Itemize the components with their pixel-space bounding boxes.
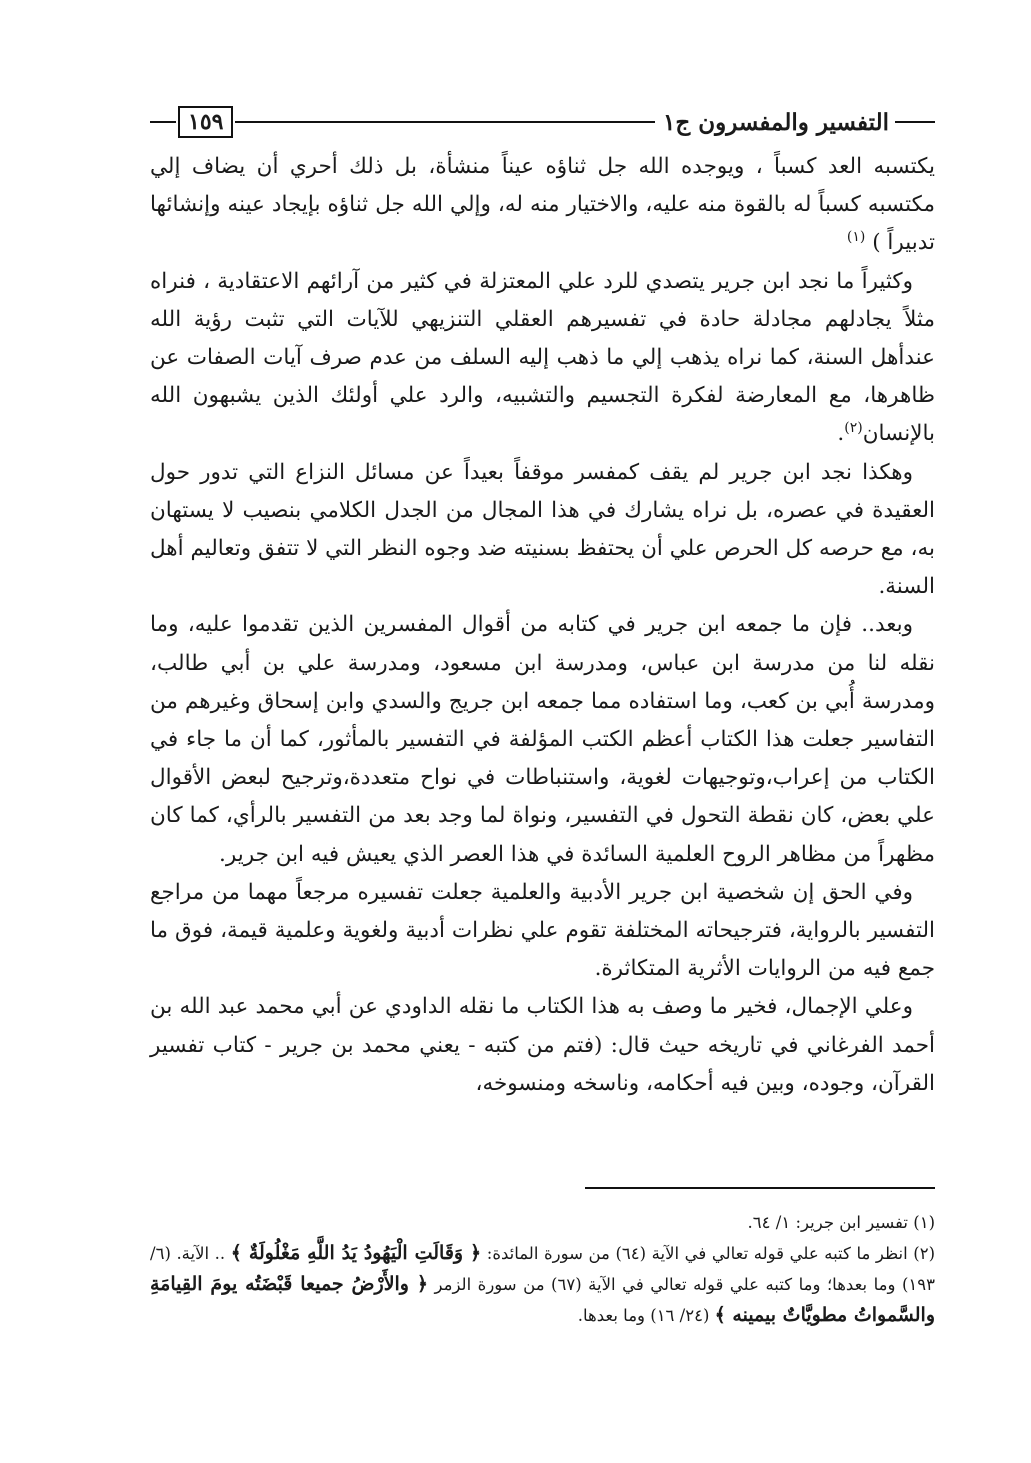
- paragraph-3: وهكذا نجد ابن جرير لم يقف كمفسر موقفاً بعيداً عن مسائل النزاع التي تدور حول العقيدة في عصره، بل نراه يشارك في هذا المجال من الجدل الكلامي بنصيب لا يستهان به، مع حرصه كل الحرص علي أن يحتفظ بسنيته ضد وجوه النظر التي لا تتفق وتعاليم أهل السنة.: [150, 459, 935, 600]
- document-page: [150, 100, 935, 1400]
- running-title: التفسير والمفسرون ج١: [663, 108, 889, 136]
- paragraph-5: وفي الحق إن شخصية ابن جرير الأدبية والعلمية جعلت تفسيره مرجعاً مهما من مراجع التفسير بالرواية، فترجيحاته المختلفة تقوم علي نظرات أدبية ولغوية وعلمية قيمة، فوق ما جمع فيه من الروايات الأثرية المتكاثرة.: [150, 879, 935, 982]
- footnotes: [150, 1208, 935, 1331]
- footnote-1: (١) تفسير ابن جرير: ١/ ٦٤.: [747, 1213, 935, 1232]
- page-number: ١٥٩: [178, 106, 233, 138]
- footnote-2: (٢) انظر ما كتبه علي قوله تعالي في الآية (٦٤) من سورة المائدة: ﴿ وَقَالَتِ الْيَهُودُ يَدُ اللَّهِ مَغْلُولَةٌ ﴾ .. الآية. (٦/ ١٩٣) وما بعدها؛ وما كتبه علي قوله تعالي في الآية (٦٧) من سورة الزمر ﴿ والأَرْضُ جميعا قَبْضَتُه يومَ القِيامَةِ والسَّمواتُ مطويَّاتٌ بيمينه ﴾ (٢٤/ ١٦) وما بعدها.: [150, 1242, 936, 1326]
- paragraph-6: وعلي الإجمال، فخير ما وصف به هذا الكتاب ما نقله الداودي عن أبي محمد عبد الله بن أحمد الفرغاني في تاريخه حيث قال: (فتم من كتبه - يعني محمد بن جرير - كتاب تفسير القرآن، وجوده، وبين فيه أحكامه، وناسخه ومنسوخه،: [150, 994, 935, 1096]
- quran-verse-2: ﴿ والأَرْضُ جميعا قَبْضَتُه يومَ القِيامَةِ والسَّمواتُ مطويَّاتٌ بيمينه ﴾: [150, 1273, 935, 1326]
- footnote-ref-2: (٢): [844, 420, 863, 437]
- quran-verse-1: ﴿ وَقَالَتِ الْيَهُودُ يَدُ اللَّهِ مَغْلُولَةٌ ﴾: [230, 1242, 482, 1264]
- paragraph-1: يكتسبه العد كسباً ، ويوجده الله جل ثناؤه عيناً منشأة، بل ذلك أحري أن يضاف إلي مكتسبه كسباً له بالقوة منه عليه، والاختيار منه له، وإلي الله جل ثناؤه بإيجاد عينه وإنشائها تدبيراً ) $^{(١)}$: [150, 154, 935, 256]
- body-text: [150, 148, 935, 1103]
- header-rule-middle: [235, 121, 655, 123]
- footnote-ref-1: (١): [846, 229, 866, 246]
- header-rule-left: [150, 121, 176, 123]
- page-header: [150, 100, 935, 144]
- footnote-separator: [585, 1187, 935, 1189]
- paragraph-4: وبعد.. فإن ما جمعه ابن جرير في كتابه من أقوال المفسرين الذين تقدموا عليه، وما نقله لنا من مدرسة ابن عباس، ومدرسة ابن مسعود، ومدرسة علي بن أبي طالب، ومدرسة أُبي بن كعب، وما استفاده مما جمعه ابن جريج والسدي وابن إسحاق وغيرهم من التفاسير جعلت هذا الكتاب أعظم الكتب المؤلفة في التفسير بالمأثور، كما أن ما جاء في الكتاب من إعراب،وتوجيهات لغوية، واستنباطات في نواح متعددة،وترجيح لبعض الأقوال علي بعض، كان نقطة التحول في التفسير، ونواة لما وجد بعد من التفسير بالرأي، كما كان مظهراً من مظاهر الروح العلمية السائدة في هذا العصر الذي يعيش فيه ابن جرير.: [150, 612, 935, 867]
- header-rule-right: [895, 121, 935, 123]
- paragraph-2: وكثيراً ما نجد ابن جرير يتصدي للرد علي المعتزلة في كثير من آرائهم الاعتقادية ، فنراه مثلاً يجادلهم مجادلة حادة في تفسيرهم العقلي التنزيهي للآيات التي تثبت رؤية الله عندأهل السنة، كما نراه يذهب إلي ما ذهب إليه السلف من عدم صرف آيات الصفات عن ظاهرها، مع المعارضة لفكرة التجسيم والتشبيه، والرد علي أولئك الذين يشبهون الله بالإنسان$^{(٢)}$.: [150, 268, 935, 447]
